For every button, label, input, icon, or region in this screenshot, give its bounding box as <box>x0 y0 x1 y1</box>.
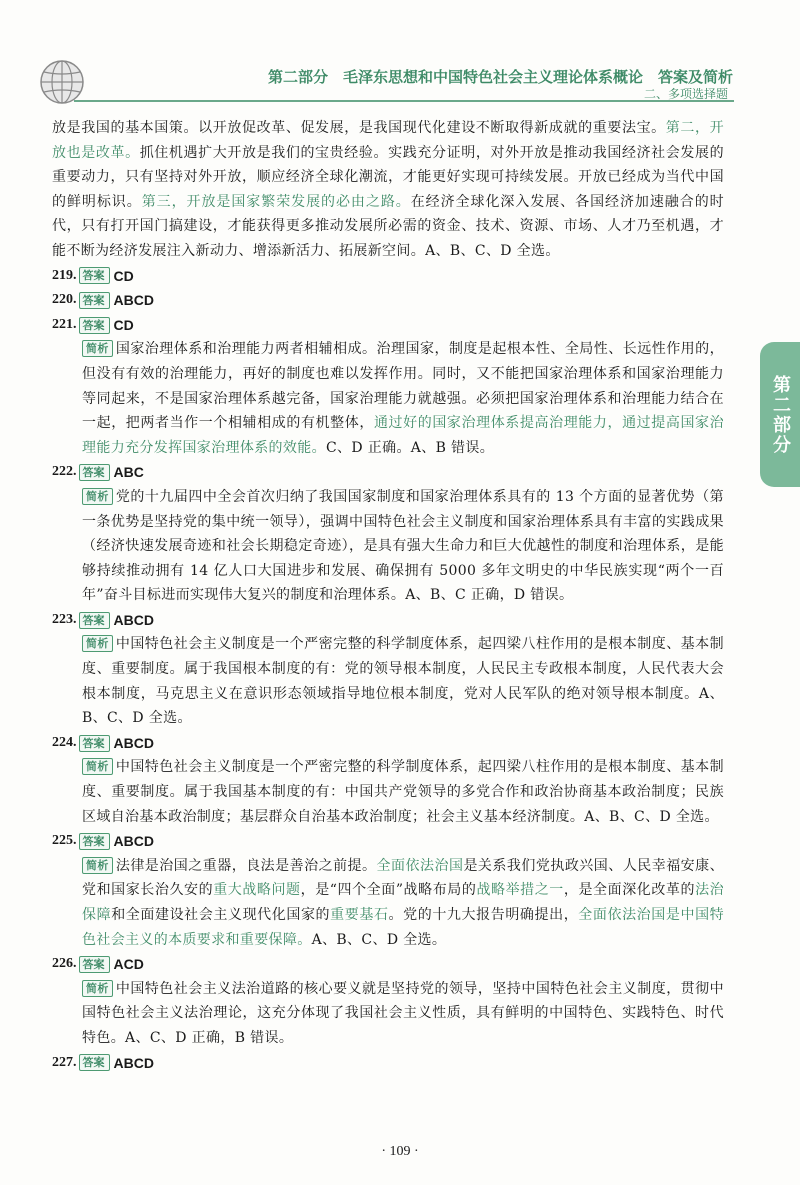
analysis-224: 简析 中国特色社会主义制度是一个严密完整的科学制度体系，起四梁八柱作用的是根本制度、基本制度、重要制度。属于我国基本制度的有：中国共产党领导的多党合作和政治协商基本政治制度；民族区域自治基本政治制度；基层群众自治基本政治制度；社会主义基本经济制度。A、B、C、D 全选。 <box>82 759 724 825</box>
analysis-226: 简析 中国特色社会主义法治道路的核心要义就是坚持党的领导，坚持中国特色社会主义制度，贯彻中国特色社会主义法治理论，这充分体现了我国社会主义性质，具有鲜明的中国特色、实践特色、时代特色。A、C、D 正确，B 错误。 <box>82 980 724 1046</box>
analysis-223: 简析 中国特色社会主义制度是一个严密完整的科学制度体系，起四梁八柱作用的是根本制度、基本制度、重要制度。属于我国根本制度的有：党的领导根本制度，人民民主专政根本制度，人民代表大会根本制度，马克思主义在意识形态领域指导地位根本制度，党对人民军队的绝对领导根本制度。A、B、C、D 全选。 <box>82 636 724 727</box>
answer-badge: 答案 <box>79 1054 110 1071</box>
question-225: 225. 答案 ABCD <box>52 829 724 854</box>
header-rule <box>74 100 734 102</box>
question-226: 226. 答案 ACD <box>52 952 724 977</box>
globe-logo-icon <box>38 58 86 106</box>
question-224: 224. 答案 ABCD <box>52 731 724 756</box>
analysis-badge: 简析 <box>82 635 113 652</box>
header-title: 第二部分 毛泽东思想和中国特色社会主义理论体系概论 答案及简析 <box>268 68 734 86</box>
analysis-badge: 简析 <box>82 488 113 505</box>
analysis-badge: 简析 <box>82 857 113 874</box>
answer-value: ABCD <box>113 292 154 309</box>
answer-value: ABCD <box>113 833 154 850</box>
answer-value: ABC <box>113 464 144 481</box>
question-222: 222. 答案 ABC <box>52 460 724 485</box>
answer-value: ABCD <box>113 1054 154 1071</box>
analysis-225: 简析 法律是治国之重器，良法是善治之前提。全面依法治国是关系我们党执政兴国、人民幸福安康、党和国家长治久安的重大战略问题，是“四个全面”战略布局的战略举措之一，是全面深化改革的法治保障和全面建设社会主义现代化国家的重要基石。党的十九大报告明确提出，全面依法治国是中国特色社会主义的本质要求和重要保障。A、B、C、D 全选。 <box>82 857 725 948</box>
answer-value: ABCD <box>113 611 154 628</box>
analysis-badge: 简析 <box>82 758 113 775</box>
analysis-222: 简析 党的十九届四中全会首次归纳了我国国家制度和国家治理体系具有的 13 个方面的显著优势（第一条优势是坚持党的集中统一领导），强调中国特色社会主义制度和国家治理体系具有丰富的实践成果（经济快速发展奇迹和社会长期稳定奇迹），是具有强大生命力和巨大优越性的制度和治理体系，是能够持续推动拥有 14 亿人口大国进步和发展、确保拥有 5000 多年文明史的中华民族实现“两个一百年”奋斗目标进而实现伟大复兴的制度和治理体系。A、B、C 正确，D 错误。 <box>82 488 724 604</box>
header-subtitle: 二、多项选择题 <box>643 87 728 101</box>
question-223: 223. 答案 ABCD <box>52 608 724 633</box>
analysis-badge: 简析 <box>82 980 113 997</box>
page-number: · 109 · <box>381 1144 419 1159</box>
answer-value: ABCD <box>113 734 154 751</box>
answer-badge: 答案 <box>79 317 110 334</box>
answer-badge: 答案 <box>79 292 110 309</box>
answer-badge: 答案 <box>79 267 110 284</box>
answer-value: CD <box>113 267 134 284</box>
question-220: 220. 答案 ABCD <box>52 288 724 313</box>
analysis-badge: 简析 <box>82 340 113 357</box>
answer-value: ACD <box>113 956 144 973</box>
side-tab-label: 第二部分 <box>770 374 791 455</box>
answer-badge: 答案 <box>79 735 110 752</box>
answer-badge: 答案 <box>79 833 110 850</box>
intro-paragraph: 放是我国的基本国策。以开放促改革、促发展，是我国现代化建设不断取得新成就的重要法宝。第二，开放也是改革。抓住机遇扩大开放是我们的宝贵经验。实践充分证明，对外开放是推动我国经济社会发展的重要动力，只有坚持对外开放，顺应经济全球化潮流，才能更好实现可持续发展。开放已经成为当代中国的鲜明标识。第三，开放是国家繁荣发展的必由之路。在经济全球化深入发展、各国经济加速融合的时代，只有打开国门搞建设，才能获得更多推动发展所必需的资金、技术、资源、市场、人才乃至机遇，才能不断为经济发展注入新动力、增添新活力、拓展新空间。A、B、C、D 全选。 <box>52 120 724 259</box>
question-219: 219. 答案 CD <box>52 264 724 289</box>
answer-value: CD <box>113 316 134 333</box>
question-221: 221. 答案 CD <box>52 313 724 338</box>
side-section-tab <box>760 342 800 487</box>
answer-content <box>52 116 724 1075</box>
answer-badge: 答案 <box>79 612 110 629</box>
answer-badge: 答案 <box>79 464 110 481</box>
analysis-221: 简析 国家治理体系和治理能力两者相辅相成。治理国家，制度是起根本性、全局性、长远性作用的，但没有有效的治理能力，再好的制度也难以发挥作用。同时，又不能把国家治理体系和国家治理能力等同起来，不是国家治理体系越完备，国家治理能力就越强。必须把国家治理体系和治理能力结合在一起，把两者当作一个相辅相成的有机整体，通过好的国家治理体系提高治理能力，通过提高国家治理能力充分发挥国家治理体系的效能。C、D 正确。A、B 错误。 <box>82 341 725 456</box>
question-227: 227. 答案 ABCD <box>52 1051 724 1076</box>
answer-badge: 答案 <box>79 956 110 973</box>
